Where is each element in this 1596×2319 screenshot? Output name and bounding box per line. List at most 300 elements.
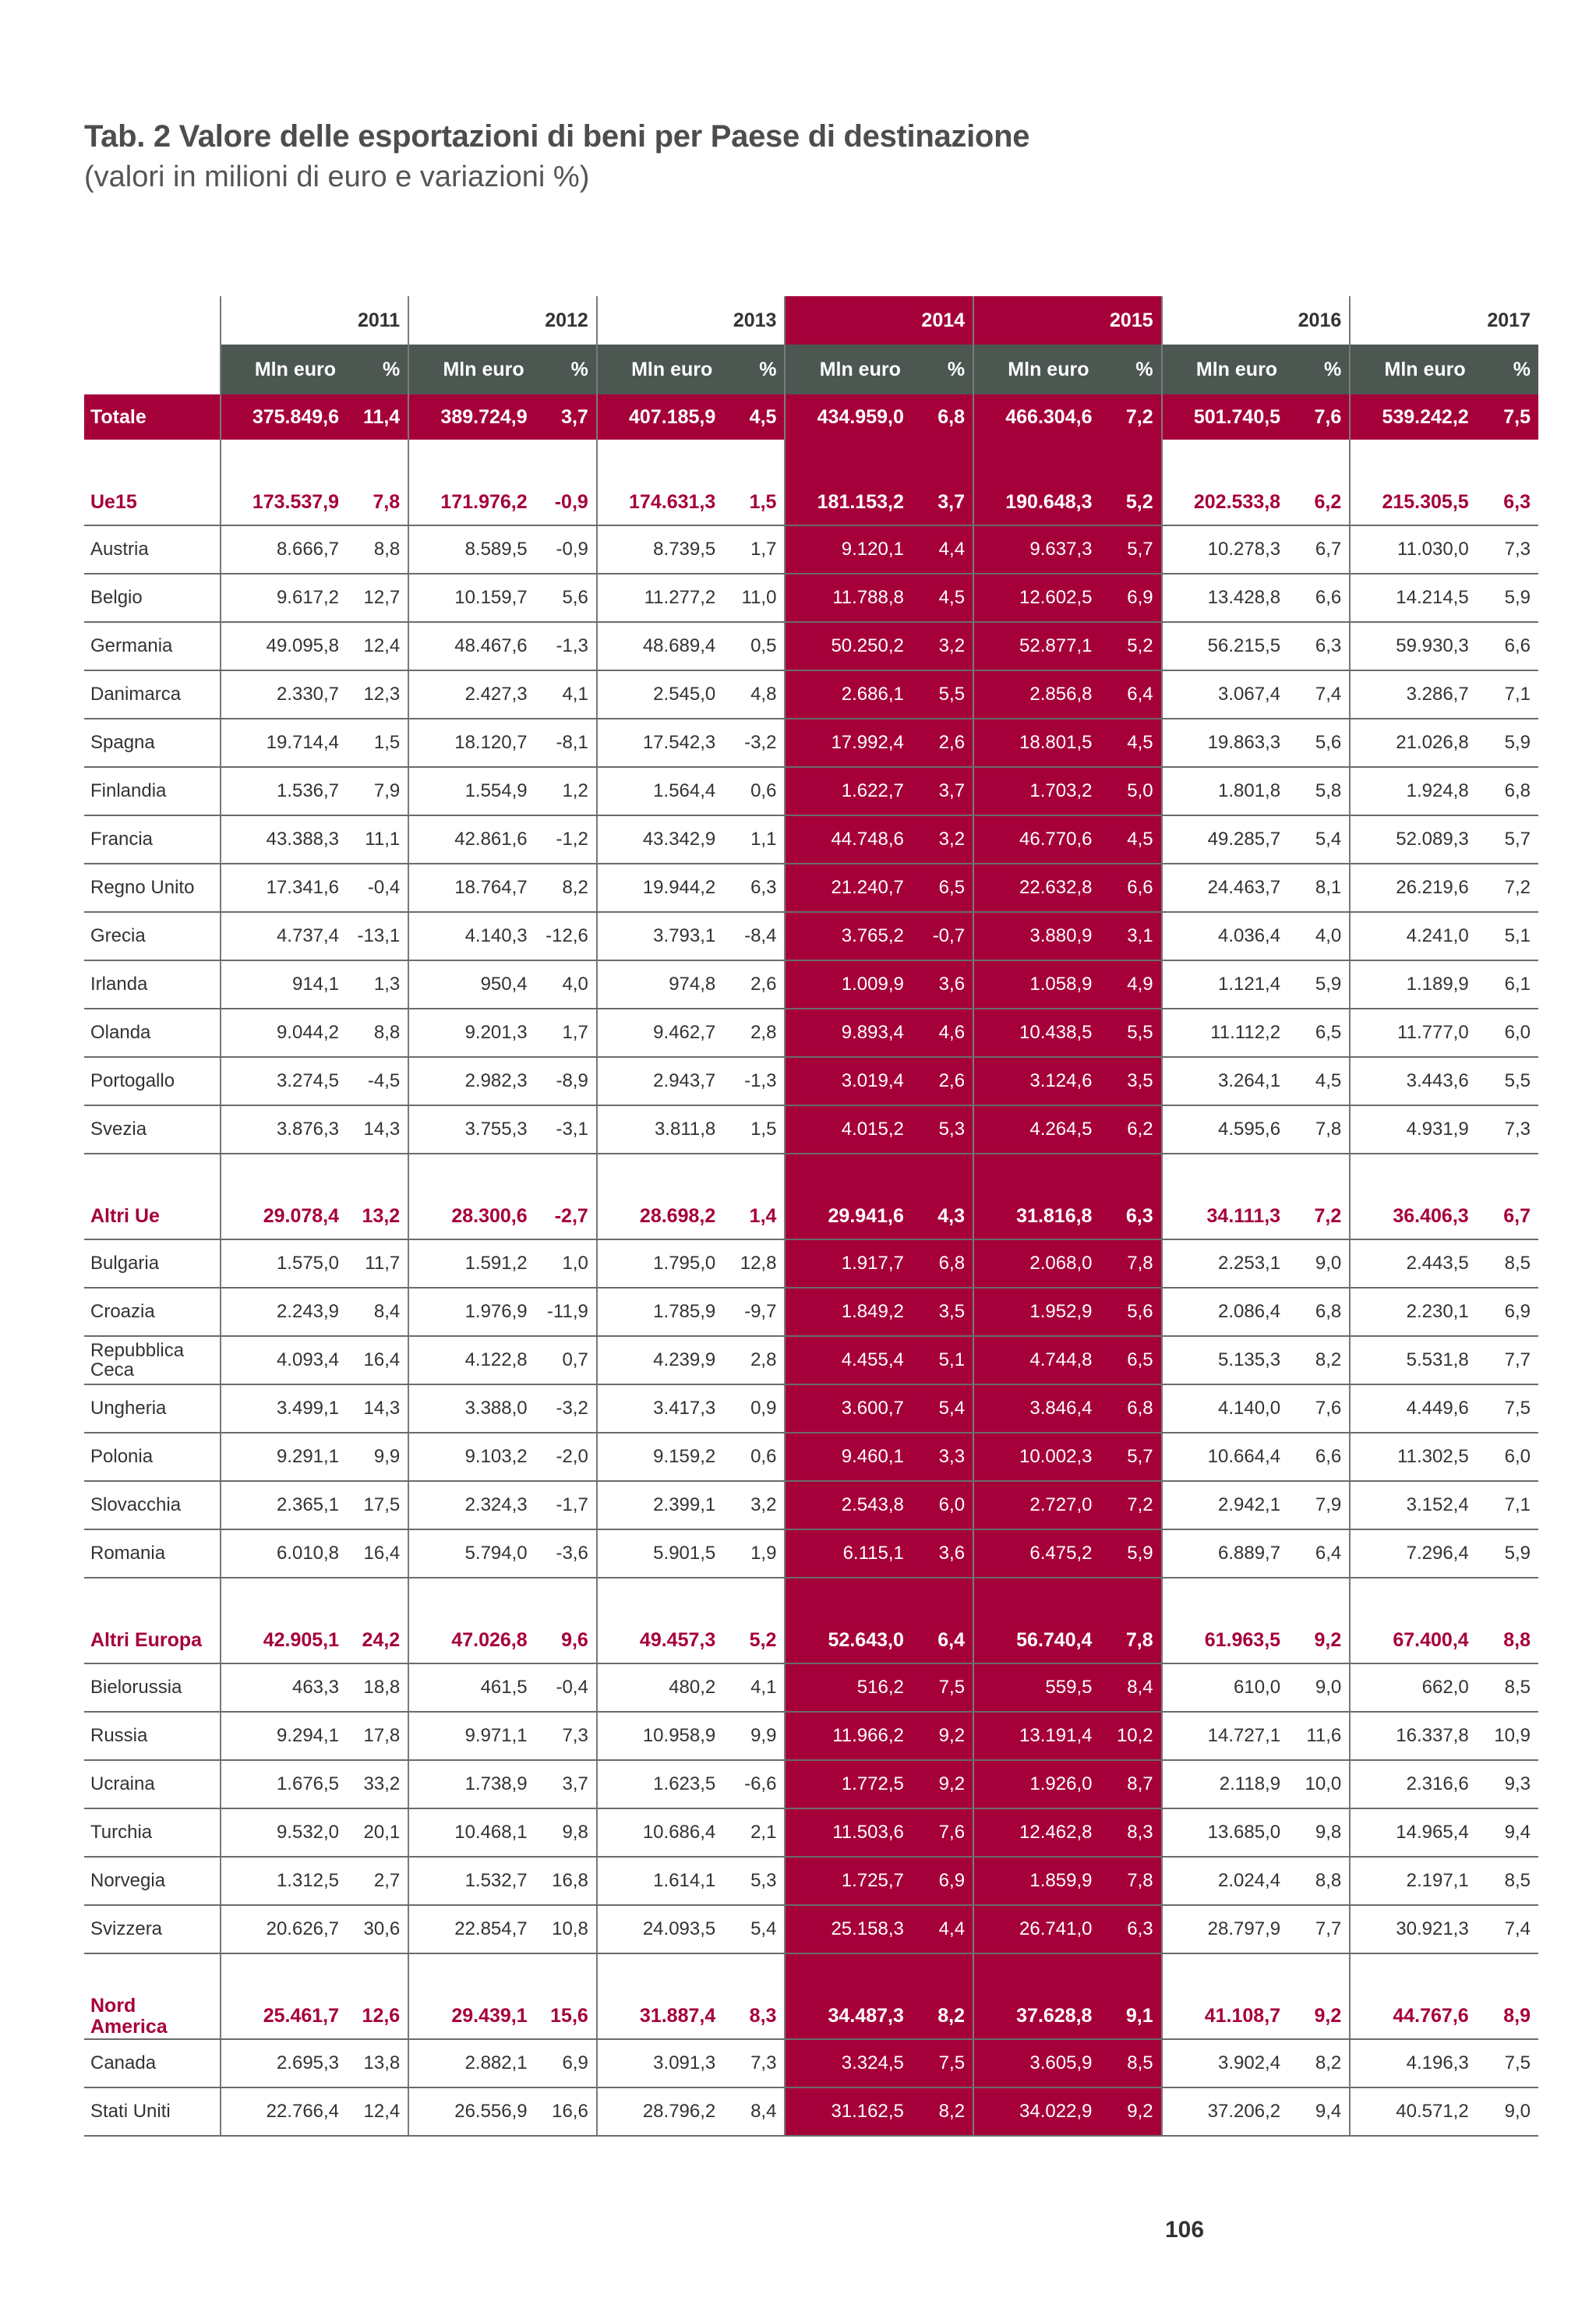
value-mln-2011: 9.532,0	[221, 1808, 347, 1857]
spacer-cell	[408, 440, 535, 480]
value-mln-2013: 974,8	[597, 960, 723, 1009]
value-pct-2016: 9,2	[1288, 1618, 1350, 1663]
value-pct-2016: 8,8	[1288, 1857, 1350, 1905]
value-mln-2012: 9.103,2	[408, 1433, 535, 1481]
value-pct-2011: 11,7	[347, 1239, 408, 1288]
totale-pct-2012: 3,7	[535, 394, 597, 440]
table-title: Tab. 2 Valore delle esportazioni di beni per Paese di destinazione	[84, 119, 1030, 154]
table-row	[84, 719, 1538, 767]
spacer-cell	[221, 1154, 347, 1194]
value-mln-2014: 11.966,2	[785, 1712, 911, 1760]
value-mln-2012: 48.467,6	[408, 622, 535, 670]
country-label: Turchia	[84, 1808, 221, 1857]
value-pct-2012: 16,6	[535, 2087, 597, 2136]
country-label: Austria	[84, 525, 221, 574]
col-header-mln-2014: Mln euro	[785, 345, 911, 394]
value-pct-2017: 6,1	[1477, 960, 1538, 1009]
value-mln-2014: 9.120,1	[785, 525, 911, 574]
table-row	[84, 912, 1538, 960]
value-mln-2011: 42.905,1	[221, 1618, 347, 1663]
value-mln-2016: 2.118,9	[1162, 1760, 1288, 1808]
table-row	[84, 1481, 1538, 1529]
value-pct-2011: 20,1	[347, 1808, 408, 1857]
value-mln-2014: 3.600,7	[785, 1384, 911, 1433]
value-pct-2016: 6,8	[1288, 1288, 1350, 1336]
country-label: Regno Unito	[84, 864, 221, 912]
value-mln-2013: 3.811,8	[597, 1105, 723, 1154]
spacer-cell	[347, 1953, 408, 1994]
value-mln-2017: 4.931,9	[1350, 1105, 1476, 1154]
value-pct-2016: 6,6	[1288, 1433, 1350, 1481]
value-mln-2013: 1.623,5	[597, 1760, 723, 1808]
value-mln-2014: 1.917,7	[785, 1239, 911, 1288]
column-header-row	[84, 345, 1538, 394]
value-mln-2011: 3.876,3	[221, 1105, 347, 1154]
value-pct-2014: 7,5	[912, 2039, 973, 2087]
value-pct-2016: 9,0	[1288, 1663, 1350, 1712]
country-label: Germania	[84, 622, 221, 670]
value-pct-2017: 5,9	[1477, 574, 1538, 622]
value-pct-2013: 1,7	[723, 525, 785, 574]
value-pct-2017: 6,6	[1477, 622, 1538, 670]
spacer-cell	[973, 440, 1100, 480]
value-pct-2012: 9,8	[535, 1808, 597, 1857]
table-row	[84, 1288, 1538, 1336]
value-mln-2014: 181.153,2	[785, 480, 911, 525]
value-pct-2014: 7,6	[912, 1808, 973, 1857]
year-header-2014: 2014	[785, 296, 973, 345]
value-mln-2017: 215.305,5	[1350, 480, 1476, 525]
country-label: Svizzera	[84, 1905, 221, 1953]
value-mln-2016: 610,0	[1162, 1663, 1288, 1712]
country-label: Polonia	[84, 1433, 221, 1481]
value-pct-2013: -3,2	[723, 719, 785, 767]
value-mln-2017: 662,0	[1350, 1663, 1476, 1712]
value-mln-2015: 190.648,3	[973, 480, 1100, 525]
value-pct-2011: 12,4	[347, 622, 408, 670]
value-mln-2013: 28.796,2	[597, 2087, 723, 2136]
value-mln-2013: 8.739,5	[597, 525, 723, 574]
group-label: Altri Europa	[84, 1618, 221, 1663]
value-pct-2014: 3,7	[912, 480, 973, 525]
value-pct-2017: 7,2	[1477, 864, 1538, 912]
value-pct-2016: 6,5	[1288, 1009, 1350, 1057]
spacer-cell	[1350, 1578, 1476, 1618]
spacer-cell	[1100, 1953, 1161, 1994]
value-mln-2017: 21.026,8	[1350, 719, 1476, 767]
value-pct-2012: -0,9	[535, 525, 597, 574]
country-label: Grecia	[84, 912, 221, 960]
value-pct-2015: 4,5	[1100, 719, 1161, 767]
spacer-cell	[347, 1578, 408, 1618]
table-row	[84, 864, 1538, 912]
value-mln-2015: 26.741,0	[973, 1905, 1100, 1953]
value-pct-2011: 16,4	[347, 1529, 408, 1578]
country-label: Irlanda	[84, 960, 221, 1009]
value-mln-2012: 950,4	[408, 960, 535, 1009]
value-pct-2013: 0,6	[723, 1433, 785, 1481]
value-pct-2015: 5,7	[1100, 1433, 1161, 1481]
value-pct-2015: 9,1	[1100, 1994, 1161, 2039]
value-pct-2012: 10,8	[535, 1905, 597, 1953]
value-pct-2011: 13,2	[347, 1194, 408, 1239]
value-mln-2014: 1.622,7	[785, 767, 911, 815]
value-pct-2012: 4,0	[535, 960, 597, 1009]
value-pct-2013: 1,5	[723, 1105, 785, 1154]
value-pct-2014: 5,1	[912, 1336, 973, 1384]
value-mln-2014: 3.765,2	[785, 912, 911, 960]
country-label: Repubblica Ceca	[84, 1336, 221, 1384]
table-row	[84, 1433, 1538, 1481]
value-mln-2013: 9.159,2	[597, 1433, 723, 1481]
col-header-pct-2016: %	[1288, 345, 1350, 394]
value-pct-2017: 7,3	[1477, 1105, 1538, 1154]
value-pct-2017: 6,0	[1477, 1433, 1538, 1481]
value-mln-2017: 5.531,8	[1350, 1336, 1476, 1384]
country-label: Francia	[84, 815, 221, 864]
value-pct-2017: 7,4	[1477, 1905, 1538, 1953]
col-header-pct-2013: %	[723, 345, 785, 394]
value-mln-2013: 48.689,4	[597, 622, 723, 670]
value-pct-2014: 5,4	[912, 1384, 973, 1433]
spacer-row	[84, 440, 1538, 480]
totale-pct-2011: 11,4	[347, 394, 408, 440]
value-pct-2012: 1,2	[535, 767, 597, 815]
value-mln-2013: 3.417,3	[597, 1384, 723, 1433]
value-pct-2011: 17,8	[347, 1712, 408, 1760]
value-mln-2015: 31.816,8	[973, 1194, 1100, 1239]
value-pct-2017: 5,5	[1477, 1057, 1538, 1105]
value-pct-2013: 2,8	[723, 1009, 785, 1057]
value-mln-2016: 4.140,0	[1162, 1384, 1288, 1433]
value-mln-2011: 2.365,1	[221, 1481, 347, 1529]
value-pct-2015: 6,3	[1100, 1194, 1161, 1239]
spacer-cell	[723, 440, 785, 480]
value-pct-2016: 9,8	[1288, 1808, 1350, 1857]
value-mln-2015: 18.801,5	[973, 719, 1100, 767]
value-pct-2014: 4,6	[912, 1009, 973, 1057]
value-pct-2012: 6,9	[535, 2039, 597, 2087]
value-mln-2012: 461,5	[408, 1663, 535, 1712]
value-pct-2014: 5,3	[912, 1105, 973, 1154]
value-pct-2011: 17,5	[347, 1481, 408, 1529]
value-pct-2014: 9,2	[912, 1760, 973, 1808]
value-pct-2013: 1,9	[723, 1529, 785, 1578]
value-mln-2017: 67.400,4	[1350, 1618, 1476, 1663]
value-mln-2015: 6.475,2	[973, 1529, 1100, 1578]
value-pct-2012: -12,6	[535, 912, 597, 960]
spacer-cell	[347, 1154, 408, 1194]
value-pct-2011: 2,7	[347, 1857, 408, 1905]
totale-pct-2017: 7,5	[1477, 394, 1538, 440]
value-pct-2011: -4,5	[347, 1057, 408, 1105]
value-pct-2013: 4,8	[723, 670, 785, 719]
value-pct-2015: 6,8	[1100, 1384, 1161, 1433]
value-mln-2016: 13.428,8	[1162, 574, 1288, 622]
value-pct-2015: 5,2	[1100, 622, 1161, 670]
value-pct-2011: 12,7	[347, 574, 408, 622]
value-mln-2015: 46.770,6	[973, 815, 1100, 864]
value-mln-2016: 5.135,3	[1162, 1336, 1288, 1384]
spacer-cell	[535, 440, 597, 480]
group-row	[84, 480, 1538, 525]
value-mln-2011: 2.243,9	[221, 1288, 347, 1336]
value-pct-2013: -6,6	[723, 1760, 785, 1808]
table-row	[84, 670, 1538, 719]
value-mln-2016: 3.264,1	[1162, 1057, 1288, 1105]
col-header-mln-2012: Mln euro	[408, 345, 535, 394]
country-label: Olanda	[84, 1009, 221, 1057]
value-mln-2014: 21.240,7	[785, 864, 911, 912]
value-pct-2014: 4,4	[912, 525, 973, 574]
value-pct-2011: 33,2	[347, 1760, 408, 1808]
value-mln-2017: 36.406,3	[1350, 1194, 1476, 1239]
value-pct-2014: 3,7	[912, 767, 973, 815]
value-pct-2013: 5,2	[723, 1618, 785, 1663]
value-pct-2016: 7,6	[1288, 1384, 1350, 1433]
value-pct-2016: 7,4	[1288, 670, 1350, 719]
value-mln-2013: 174.631,3	[597, 480, 723, 525]
value-mln-2012: 4.122,8	[408, 1336, 535, 1384]
value-pct-2011: 30,6	[347, 1905, 408, 1953]
value-pct-2015: 5,6	[1100, 1288, 1161, 1336]
value-pct-2017: 9,4	[1477, 1808, 1538, 1857]
group-row	[84, 1618, 1538, 1663]
value-mln-2016: 41.108,7	[1162, 1994, 1288, 2039]
value-pct-2016: 6,7	[1288, 525, 1350, 574]
col-header-pct-2014: %	[912, 345, 973, 394]
value-pct-2016: 5,6	[1288, 719, 1350, 767]
value-mln-2015: 13.191,4	[973, 1712, 1100, 1760]
table-row	[84, 1712, 1538, 1760]
value-mln-2016: 6.889,7	[1162, 1529, 1288, 1578]
value-mln-2015: 9.637,3	[973, 525, 1100, 574]
value-pct-2011: 14,3	[347, 1105, 408, 1154]
value-pct-2011: 7,9	[347, 767, 408, 815]
value-mln-2012: 29.439,1	[408, 1994, 535, 2039]
value-mln-2012: 2.982,3	[408, 1057, 535, 1105]
value-mln-2011: 2.695,3	[221, 2039, 347, 2087]
value-mln-2015: 1.703,2	[973, 767, 1100, 815]
value-pct-2013: 5,4	[723, 1905, 785, 1953]
value-mln-2012: 10.468,1	[408, 1808, 535, 1857]
year-header-2016: 2016	[1162, 296, 1351, 345]
value-mln-2016: 13.685,0	[1162, 1808, 1288, 1857]
value-pct-2014: 5,5	[912, 670, 973, 719]
totale-pct-2015: 7,2	[1100, 394, 1161, 440]
value-mln-2013: 49.457,3	[597, 1618, 723, 1663]
spacer-cell	[535, 1578, 597, 1618]
value-pct-2015: 8,7	[1100, 1760, 1161, 1808]
spacer-cell	[912, 1953, 973, 1994]
spacer-cell	[912, 1578, 973, 1618]
country-label: Russia	[84, 1712, 221, 1760]
value-pct-2015: 3,5	[1100, 1057, 1161, 1105]
spacer-cell	[723, 1154, 785, 1194]
value-mln-2012: 171.976,2	[408, 480, 535, 525]
value-pct-2017: 5,1	[1477, 912, 1538, 960]
value-pct-2012: 1,0	[535, 1239, 597, 1288]
value-pct-2011: 8,8	[347, 1009, 408, 1057]
exports-table	[84, 296, 1538, 2137]
value-pct-2013: 4,1	[723, 1663, 785, 1712]
value-pct-2013: 9,9	[723, 1712, 785, 1760]
value-pct-2014: 6,4	[912, 1618, 973, 1663]
value-pct-2015: 7,8	[1100, 1618, 1161, 1663]
value-mln-2012: 9.971,1	[408, 1712, 535, 1760]
value-mln-2014: 9.893,4	[785, 1009, 911, 1057]
value-mln-2011: 914,1	[221, 960, 347, 1009]
year-header-2012: 2012	[408, 296, 597, 345]
value-mln-2015: 10.438,5	[973, 1009, 1100, 1057]
value-pct-2017: 5,9	[1477, 1529, 1538, 1578]
col-header-mln-2016: Mln euro	[1162, 345, 1288, 394]
value-mln-2014: 17.992,4	[785, 719, 911, 767]
table-row	[84, 2087, 1538, 2136]
country-label: Danimarca	[84, 670, 221, 719]
value-pct-2013: -9,7	[723, 1288, 785, 1336]
value-pct-2013: 5,3	[723, 1857, 785, 1905]
table-row	[84, 2039, 1538, 2087]
value-mln-2011: 4.093,4	[221, 1336, 347, 1384]
value-pct-2013: 8,4	[723, 2087, 785, 2136]
value-pct-2014: 3,6	[912, 1529, 973, 1578]
value-mln-2016: 4.595,6	[1162, 1105, 1288, 1154]
value-mln-2011: 29.078,4	[221, 1194, 347, 1239]
value-mln-2017: 1.924,8	[1350, 767, 1476, 815]
spacer-cell	[973, 1953, 1100, 1994]
value-pct-2016: 5,4	[1288, 815, 1350, 864]
spacer-cell	[912, 440, 973, 480]
spacer-cell	[1162, 1953, 1288, 1994]
value-mln-2016: 19.863,3	[1162, 719, 1288, 767]
year-header-2017: 2017	[1350, 296, 1538, 345]
value-pct-2015: 8,4	[1100, 1663, 1161, 1712]
country-label: Ungheria	[84, 1384, 221, 1433]
value-pct-2015: 7,8	[1100, 1239, 1161, 1288]
value-mln-2012: 18.120,7	[408, 719, 535, 767]
totale-row	[84, 394, 1538, 440]
title-block	[84, 115, 1534, 196]
table-row	[84, 622, 1538, 670]
value-mln-2014: 1.725,7	[785, 1857, 911, 1905]
value-mln-2017: 44.767,6	[1350, 1994, 1476, 2039]
value-pct-2014: 6,5	[912, 864, 973, 912]
value-mln-2015: 559,5	[973, 1663, 1100, 1712]
value-pct-2012: -3,2	[535, 1384, 597, 1433]
spacer-cell	[535, 1953, 597, 1994]
value-mln-2011: 9.044,2	[221, 1009, 347, 1057]
value-mln-2011: 1.312,5	[221, 1857, 347, 1905]
value-mln-2013: 31.887,4	[597, 1994, 723, 2039]
value-mln-2016: 202.533,8	[1162, 480, 1288, 525]
spacer-cell	[84, 1953, 221, 1994]
value-mln-2017: 11.302,5	[1350, 1433, 1476, 1481]
value-mln-2013: 1.564,4	[597, 767, 723, 815]
spacer-cell	[785, 1578, 911, 1618]
value-pct-2012: 15,6	[535, 1994, 597, 2039]
value-pct-2017: 7,1	[1477, 1481, 1538, 1529]
value-mln-2015: 4.264,5	[973, 1105, 1100, 1154]
value-mln-2017: 4.449,6	[1350, 1384, 1476, 1433]
value-mln-2017: 3.286,7	[1350, 670, 1476, 719]
value-mln-2016: 10.278,3	[1162, 525, 1288, 574]
value-pct-2011: 12,6	[347, 1994, 408, 2039]
spacer-cell	[1162, 1154, 1288, 1194]
value-pct-2014: 3,5	[912, 1288, 973, 1336]
spacer-cell	[785, 1953, 911, 1994]
value-mln-2015: 2.727,0	[973, 1481, 1100, 1529]
table-subtitle: (valori in milioni di euro e variazioni %)	[84, 161, 590, 193]
value-mln-2015: 12.462,8	[973, 1808, 1100, 1857]
value-mln-2012: 22.854,7	[408, 1905, 535, 1953]
value-mln-2017: 11.777,0	[1350, 1009, 1476, 1057]
value-mln-2015: 34.022,9	[973, 2087, 1100, 2136]
value-mln-2013: 10.686,4	[597, 1808, 723, 1857]
value-mln-2013: 1.795,0	[597, 1239, 723, 1288]
value-mln-2015: 52.877,1	[973, 622, 1100, 670]
value-pct-2016: 8,2	[1288, 2039, 1350, 2087]
table-row	[84, 960, 1538, 1009]
value-pct-2016: 4,0	[1288, 912, 1350, 960]
value-mln-2016: 3.902,4	[1162, 2039, 1288, 2087]
value-pct-2011: 14,3	[347, 1384, 408, 1433]
value-mln-2013: 11.277,2	[597, 574, 723, 622]
value-mln-2017: 7.296,4	[1350, 1529, 1476, 1578]
value-mln-2012: 8.589,5	[408, 525, 535, 574]
value-pct-2011: 13,8	[347, 2039, 408, 2087]
value-mln-2013: 2.399,1	[597, 1481, 723, 1529]
value-mln-2016: 4.036,4	[1162, 912, 1288, 960]
table-row	[84, 815, 1538, 864]
value-mln-2013: 5.901,5	[597, 1529, 723, 1578]
table-row	[84, 1529, 1538, 1578]
value-pct-2014: 3,2	[912, 815, 973, 864]
value-mln-2017: 4.196,3	[1350, 2039, 1476, 2087]
value-pct-2016: 9,4	[1288, 2087, 1350, 2136]
value-mln-2016: 56.215,5	[1162, 622, 1288, 670]
spacer-cell	[408, 1578, 535, 1618]
country-label: Finlandia	[84, 767, 221, 815]
value-mln-2013: 1.785,9	[597, 1288, 723, 1336]
value-pct-2016: 4,5	[1288, 1057, 1350, 1105]
value-pct-2012: 5,6	[535, 574, 597, 622]
value-pct-2012: 9,6	[535, 1618, 597, 1663]
table-row	[84, 1663, 1538, 1712]
value-mln-2015: 4.744,8	[973, 1336, 1100, 1384]
value-mln-2011: 3.499,1	[221, 1384, 347, 1433]
value-pct-2016: 8,1	[1288, 864, 1350, 912]
value-pct-2016: 7,8	[1288, 1105, 1350, 1154]
spacer-cell	[1477, 1578, 1538, 1618]
value-mln-2017: 40.571,2	[1350, 2087, 1476, 2136]
value-pct-2013: -8,4	[723, 912, 785, 960]
table-row	[84, 1808, 1538, 1857]
value-mln-2015: 2.856,8	[973, 670, 1100, 719]
value-mln-2015: 10.002,3	[973, 1433, 1100, 1481]
year-header-2011: 2011	[221, 296, 409, 345]
value-mln-2015: 37.628,8	[973, 1994, 1100, 2039]
spacer-cell	[597, 1154, 723, 1194]
value-mln-2016: 11.112,2	[1162, 1009, 1288, 1057]
value-pct-2016: 7,7	[1288, 1905, 1350, 1953]
value-mln-2013: 3.793,1	[597, 912, 723, 960]
value-pct-2012: -3,1	[535, 1105, 597, 1154]
value-pct-2015: 5,0	[1100, 767, 1161, 815]
corner-cell	[84, 296, 221, 345]
value-mln-2014: 29.941,6	[785, 1194, 911, 1239]
value-pct-2011: 7,8	[347, 480, 408, 525]
